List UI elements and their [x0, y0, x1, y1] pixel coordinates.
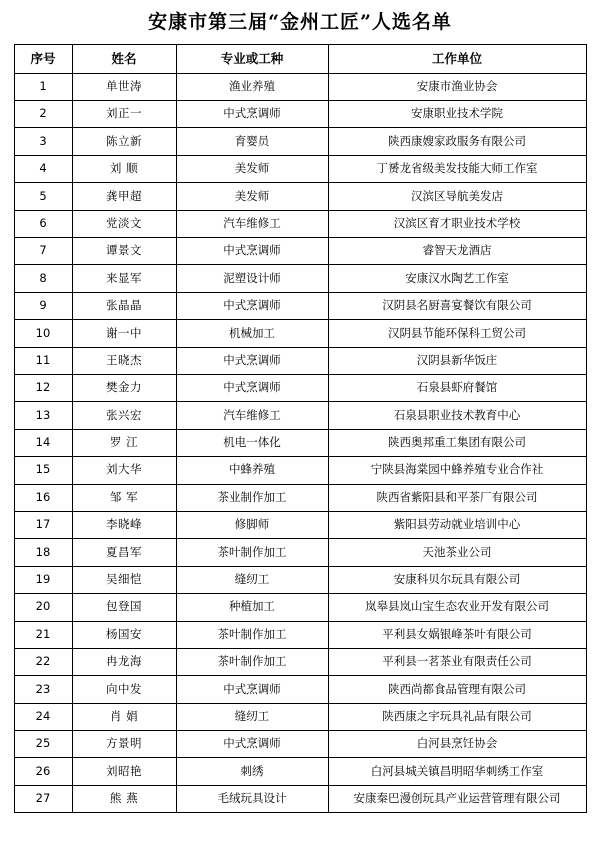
table-row [14, 128, 586, 155]
cell-trade: 茶叶制作加工 [176, 648, 328, 675]
cell-index: 11 [14, 347, 72, 374]
cell-unit: 石泉县虾府餐馆 [328, 374, 586, 401]
cell-index: 4 [14, 155, 72, 182]
cell-trade: 中式烹调师 [176, 347, 328, 374]
table-row [14, 621, 586, 648]
cell-name: 李晓峰 [72, 511, 176, 538]
cell-unit: 安康科贝尔玩具有限公司 [328, 566, 586, 593]
cell-name: 陈立新 [72, 128, 176, 155]
cell-index: 19 [14, 566, 72, 593]
cell-unit: 汉阴县新华饭庄 [328, 347, 586, 374]
cell-index: 2 [14, 101, 72, 128]
table-row [14, 374, 586, 401]
cell-unit: 白河县城关镇昌明昭华刺绣工作室 [328, 758, 586, 785]
cell-index: 24 [14, 703, 72, 730]
table-row [14, 539, 586, 566]
table-row [14, 183, 586, 210]
table-row [14, 210, 586, 237]
cell-index: 1 [14, 73, 72, 100]
cell-name: 罗 江 [72, 429, 176, 456]
cell-name: 张兴宏 [72, 402, 176, 429]
table-header-row [14, 44, 586, 73]
table-row [14, 566, 586, 593]
cell-name: 刘昭艳 [72, 758, 176, 785]
cell-trade: 中式烹调师 [176, 238, 328, 265]
cell-unit: 丁赟龙省级美发技能大师工作室 [328, 155, 586, 182]
cell-unit: 石泉县职业技术教育中心 [328, 402, 586, 429]
table-row [14, 785, 586, 812]
cell-trade: 茶叶制作加工 [176, 539, 328, 566]
cell-unit: 睿智天龙酒店 [328, 238, 586, 265]
cell-trade: 种植加工 [176, 594, 328, 621]
cell-trade: 缝纫工 [176, 566, 328, 593]
cell-unit: 陕西康嫂家政服务有限公司 [328, 128, 586, 155]
cell-name: 龚甲超 [72, 183, 176, 210]
cell-name: 邹 军 [72, 484, 176, 511]
cell-unit: 岚皋县岚山宝生态农业开发有限公司 [328, 594, 586, 621]
table-row [14, 594, 586, 621]
cell-index: 9 [14, 292, 72, 319]
cell-index: 8 [14, 265, 72, 292]
cell-index: 23 [14, 676, 72, 703]
cell-unit: 紫阳县劳动就业培训中心 [328, 511, 586, 538]
cell-name: 樊金力 [72, 374, 176, 401]
cell-index: 10 [14, 320, 72, 347]
cell-index: 13 [14, 402, 72, 429]
cell-name: 冉龙海 [72, 648, 176, 675]
cell-trade: 中式烹调师 [176, 101, 328, 128]
cell-name: 杨国安 [72, 621, 176, 648]
cell-index: 3 [14, 128, 72, 155]
cell-trade: 汽车维修工 [176, 402, 328, 429]
table-row [14, 676, 586, 703]
table-row [14, 320, 586, 347]
cell-index: 20 [14, 594, 72, 621]
cell-index: 16 [14, 484, 72, 511]
cell-trade: 茶叶制作加工 [176, 621, 328, 648]
table-row [14, 265, 586, 292]
table-row [14, 101, 586, 128]
cell-index: 25 [14, 731, 72, 758]
cell-trade: 泥塑设计师 [176, 265, 328, 292]
cell-name: 熊 燕 [72, 785, 176, 812]
table-row [14, 648, 586, 675]
column-header-name: 姓名 [72, 44, 176, 73]
cell-unit: 宁陕县海棠园中蜂养殖专业合作社 [328, 457, 586, 484]
cell-trade: 中蜂养殖 [176, 457, 328, 484]
cell-trade: 育婴员 [176, 128, 328, 155]
cell-index: 14 [14, 429, 72, 456]
table-body [14, 73, 586, 813]
cell-index: 22 [14, 648, 72, 675]
cell-index: 5 [14, 183, 72, 210]
cell-trade: 渔业养殖 [176, 73, 328, 100]
cell-name: 单世涛 [72, 73, 176, 100]
cell-name: 王晓杰 [72, 347, 176, 374]
cell-index: 6 [14, 210, 72, 237]
column-header-unit: 工作单位 [328, 44, 586, 73]
cell-index: 18 [14, 539, 72, 566]
cell-unit: 汉阴县节能环保科工贸公司 [328, 320, 586, 347]
table-row [14, 155, 586, 182]
cell-index: 27 [14, 785, 72, 812]
table-row [14, 703, 586, 730]
cell-unit: 安康汉水陶艺工作室 [328, 265, 586, 292]
cell-trade: 美发师 [176, 155, 328, 182]
cell-unit: 安康秦巴漫创玩具产业运营管理有限公司 [328, 785, 586, 812]
cell-unit: 天池茶业公司 [328, 539, 586, 566]
cell-index: 21 [14, 621, 72, 648]
table-row [14, 73, 586, 100]
roster-table [14, 44, 587, 814]
cell-name: 向中发 [72, 676, 176, 703]
cell-name: 吴细恺 [72, 566, 176, 593]
cell-name: 刘正一 [72, 101, 176, 128]
table-row [14, 429, 586, 456]
table-row [14, 457, 586, 484]
cell-trade: 刺绣 [176, 758, 328, 785]
cell-trade: 修脚师 [176, 511, 328, 538]
cell-name: 肖 娟 [72, 703, 176, 730]
cell-unit: 安康市渔业协会 [328, 73, 586, 100]
cell-trade: 美发师 [176, 183, 328, 210]
cell-trade: 缝纫工 [176, 703, 328, 730]
cell-trade: 机械加工 [176, 320, 328, 347]
table-row [14, 292, 586, 319]
column-header-index: 序号 [14, 44, 72, 73]
cell-index: 7 [14, 238, 72, 265]
table-row [14, 731, 586, 758]
table-row [14, 238, 586, 265]
cell-index: 26 [14, 758, 72, 785]
cell-unit: 陕西康之宇玩具礼品有限公司 [328, 703, 586, 730]
cell-trade: 汽车维修工 [176, 210, 328, 237]
cell-unit: 汉滨区育才职业技术学校 [328, 210, 586, 237]
cell-name: 夏昌军 [72, 539, 176, 566]
table-row [14, 758, 586, 785]
cell-name: 刘大华 [72, 457, 176, 484]
cell-unit: 汉阴县名厨喜宴餐饮有限公司 [328, 292, 586, 319]
cell-trade: 中式烹调师 [176, 676, 328, 703]
table-row [14, 484, 586, 511]
cell-index: 17 [14, 511, 72, 538]
table-row [14, 511, 586, 538]
table-row [14, 402, 586, 429]
cell-unit: 平利县一茗茶业有限责任公司 [328, 648, 586, 675]
cell-trade: 机电一体化 [176, 429, 328, 456]
cell-unit: 白河县烹饪协会 [328, 731, 586, 758]
cell-unit: 陕西尚都食品管理有限公司 [328, 676, 586, 703]
cell-name: 张晶晶 [72, 292, 176, 319]
cell-index: 15 [14, 457, 72, 484]
cell-name: 刘 顺 [72, 155, 176, 182]
cell-index: 12 [14, 374, 72, 401]
cell-name: 包登国 [72, 594, 176, 621]
cell-unit: 陕西奥邦重工集团有限公司 [328, 429, 586, 456]
page-title: 安康市第三届“金州工匠”人选名单 [148, 11, 452, 33]
cell-trade: 中式烹调师 [176, 731, 328, 758]
cell-name: 方景明 [72, 731, 176, 758]
cell-trade: 毛绒玩具设计 [176, 785, 328, 812]
cell-name: 谭景文 [72, 238, 176, 265]
cell-trade: 中式烹调师 [176, 292, 328, 319]
cell-unit: 汉滨区导航美发店 [328, 183, 586, 210]
cell-name: 来显军 [72, 265, 176, 292]
cell-unit: 陕西省紫阳县和平茶厂有限公司 [328, 484, 586, 511]
cell-name: 党淡文 [72, 210, 176, 237]
cell-name: 谢一中 [72, 320, 176, 347]
column-header-trade: 专业或工种 [176, 44, 328, 73]
cell-trade: 中式烹调师 [176, 374, 328, 401]
cell-unit: 平利县女娲银峰茶叶有限公司 [328, 621, 586, 648]
table-row [14, 347, 586, 374]
cell-unit: 安康职业技术学院 [328, 101, 586, 128]
cell-trade: 茶业制作加工 [176, 484, 328, 511]
